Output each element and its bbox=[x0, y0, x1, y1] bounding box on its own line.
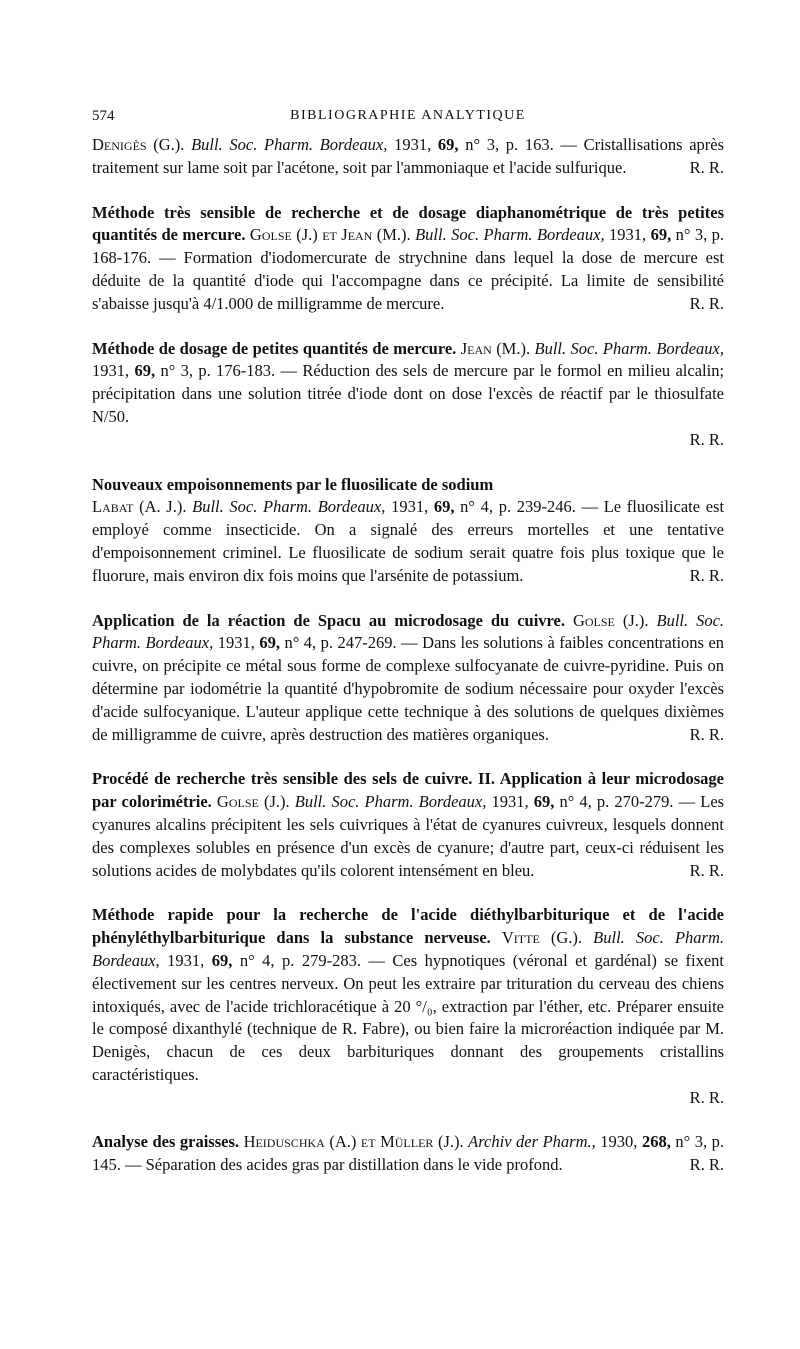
entry-signature: R. R. bbox=[689, 157, 724, 177]
entry-year: 1931, bbox=[217, 633, 255, 653]
entry-title: Méthode très sensible de recherche et de dosage diaphanométrique de très petites quantités de mercure. bbox=[92, 202, 724, 245]
entry-body: — Cristallisations après traitement sur lame soit par l'acétone, soit par l'ammoniaque et l'acide sulfurique. bbox=[92, 135, 725, 177]
entry-volume: 69, bbox=[134, 361, 156, 381]
entry-journal: Bull. Soc. Pharm. Bordeaux, bbox=[534, 338, 724, 358]
entry-journal: Bull. Soc. Pharm. Bordeaux, bbox=[92, 610, 725, 653]
entry-issue-pages: n° 4, p. 270-279. bbox=[559, 792, 674, 812]
entry-issue-pages: n° 3, p. 145. bbox=[92, 1132, 725, 1175]
entry bbox=[92, 474, 724, 588]
entry-body: — Les cyanures alcalins précipitent les sels cuivriques à l'état de cyanures cuivreux, lesquels donnent des complexes solubles en présence d'un excès de cyanure; d'autre part, ceux-ci réduisent les solutions acides de molybdates qu'ils colorent intensément en bleu. bbox=[92, 792, 725, 880]
entry-journal: Bull. Soc. Pharm. Bordeaux, bbox=[92, 928, 724, 970]
entry-year: 1931, bbox=[491, 792, 529, 812]
entry-year: 1931, bbox=[92, 361, 130, 381]
entry-author: Labat (A. J.). bbox=[92, 497, 187, 517]
entry-journal: Bull. Soc. Pharm. Bordeaux, bbox=[294, 792, 487, 812]
entry-signature: R. R. bbox=[689, 1087, 724, 1107]
entry-journal: Bull. Soc. Pharm. Bordeaux, bbox=[191, 135, 388, 154]
entry-author: Vitte (G.). bbox=[501, 928, 583, 948]
entry bbox=[92, 338, 724, 452]
entry-title: Méthode de dosage de petites quantités de mercure. bbox=[92, 338, 457, 358]
entry bbox=[92, 904, 724, 1109]
entry-issue-pages: n° 4, p. 247-269. bbox=[284, 633, 397, 653]
entry-journal: Bull. Soc. Pharm. Bordeaux, bbox=[192, 497, 386, 517]
entry-year: 1931, bbox=[609, 225, 647, 245]
entry-author: Jean (M.). bbox=[460, 338, 531, 358]
running-title: BIBLIOGRAPHIE ANALYTIQUE bbox=[290, 108, 526, 123]
entry bbox=[92, 1131, 724, 1177]
entry-body: — Dans les solutions à faibles concentrations en cuivre, on précipite ce métal sous forme de complexe sulfocyanate de cuivre-pyridine. Puis on détermine par iodométrie la quantité d'hypobromite de sodium nécessaire pour oxyder l'excès d'acide sulfocyanique. L'auteur applique cette technique à des solutions de quelques dixièmes de milligramme de cuivre, après destruction des matières organiques. bbox=[92, 633, 725, 744]
running-head bbox=[92, 108, 724, 134]
entry-author: Heiduschka (A.) et Müller (J.). bbox=[243, 1132, 464, 1152]
entry-volume: 69, bbox=[650, 225, 672, 245]
entry bbox=[92, 610, 724, 747]
entry-signature: R. R. bbox=[689, 724, 724, 744]
entry-volume: 69, bbox=[533, 792, 555, 812]
entry-signature: R. R. bbox=[689, 293, 724, 313]
entry-volume: 69, bbox=[437, 135, 459, 154]
entry-signature: R. R. bbox=[689, 429, 724, 449]
entry-signature: R. R. bbox=[689, 565, 724, 585]
entry-body: — Formation d'iodomercurate de strychnine dans lequel la dose de mercure est déduite de la quantité d'iode qui l'accompagne dans ce précipité. La limite de sensibilité s'abaisse jusqu'à 4/1.000 de milligramme de mercure. bbox=[92, 248, 724, 313]
entry-year: 1930, bbox=[600, 1132, 638, 1152]
entry-title: Analyse des graisses. bbox=[92, 1132, 240, 1152]
entry-year: 1931, bbox=[167, 950, 205, 970]
page-number: 574 bbox=[92, 108, 115, 124]
entry-year: 1931, bbox=[394, 135, 432, 154]
entry-issue-pages: n° 3, p. 176-183. bbox=[160, 361, 276, 381]
entry-volume: 268, bbox=[641, 1132, 671, 1152]
entry-volume: 69, bbox=[433, 497, 455, 517]
entry-title: Nouveaux empoisonnements par le fluosilicate de sodium bbox=[92, 474, 494, 494]
entry-title: Méthode rapide pour la recherche de l'acide diéthylbarbiturique et de l'acide phényléthylbarbiturique dans la substance nerveuse. bbox=[92, 905, 724, 948]
entry-journal: Archiv der Pharm., bbox=[468, 1132, 596, 1152]
page bbox=[92, 108, 724, 1199]
entry-signature: R. R. bbox=[689, 860, 724, 880]
entry-volume: 69, bbox=[211, 950, 233, 970]
entry bbox=[92, 134, 724, 180]
entry-issue-pages: n° 3, p. 168-176. bbox=[92, 225, 725, 268]
entry-author: Golse (J.). bbox=[572, 610, 649, 630]
entry-author: Denigès (G.). bbox=[92, 135, 185, 154]
entry-title: Application de la réaction de Spacu au microdosage du cuivre. bbox=[92, 610, 565, 630]
entry-journal: Bull. Soc. Pharm. Bordeaux, bbox=[415, 225, 605, 245]
entry bbox=[92, 202, 724, 316]
entry-issue-pages: n° 4, p. 239-246. bbox=[460, 497, 576, 517]
entry-volume: 69, bbox=[259, 633, 280, 653]
entry-signature: R. R. bbox=[689, 1155, 724, 1175]
entry-title: Procédé de recherche très sensible des sels de cuivre. II. Application à leur microdosage par colorimétrie. bbox=[92, 769, 724, 812]
entry-year: 1931, bbox=[391, 497, 429, 517]
entry-body: — Séparation des acides gras par distillation dans le vide profond. bbox=[125, 1155, 563, 1175]
entry-body: — Réduction des sels de mercure par le formol en milieu alcalin; précipitation dans une solution titrée d'iode dont on dose l'excès de réactif par le thiosulfate N/50. bbox=[92, 361, 725, 426]
entry-author: Golse (J.) et Jean (M.). bbox=[249, 225, 411, 245]
entry-issue-pages: n° 3, p. 163. bbox=[465, 135, 554, 154]
entry-body: — Le fluosilicate est employé comme insecticide. On a signalé des erreurs mortelles et une tentative d'empoisonnement criminel. Le fluosilicate de sodium serait quatre fois plus toxique que le fluorure, mais environ dix fois moins que l'arsénite de potassium. bbox=[92, 497, 725, 585]
entry-body: — Ces hypnotiques (véronal et gardénal) se fixent électivement sur les centres nerveux. On peut les extraire par trituration du cerveau des chiens intoxiqués, avec de l'acide trichloracétique à 20 °/₀, extraction par l'éther, etc. Préparer ensuite le composé dixanthylé (technique de R. Fabre), ou bien faire la microréaction indiquée par M. Denigès, chacun de ces deux barbituriques donnant des groupements cristallins caractéristiques. bbox=[92, 950, 725, 1084]
entry-issue-pages: n° 4, p. 279-283. bbox=[239, 950, 361, 970]
entry-author: Golse (J.). bbox=[216, 792, 290, 812]
entry bbox=[92, 768, 724, 882]
